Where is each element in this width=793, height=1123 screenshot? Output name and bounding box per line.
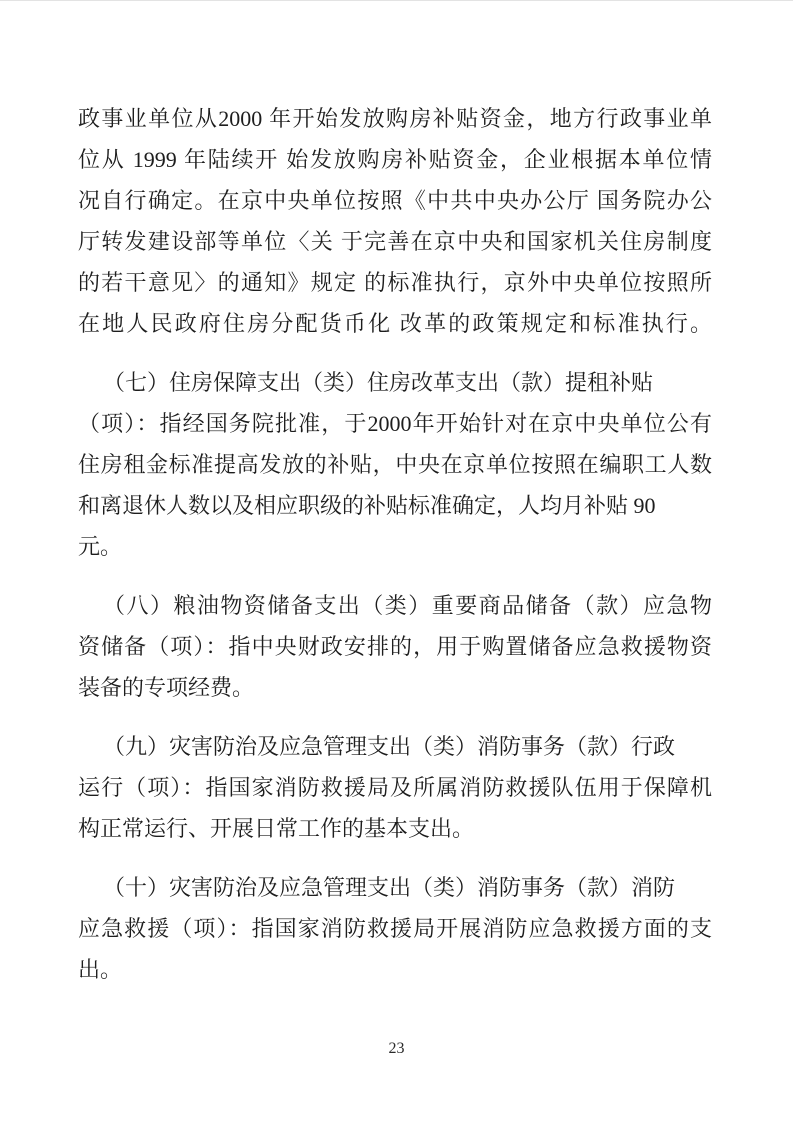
document-content bbox=[78, 98, 712, 990]
text-line: 的若干意见〉的通知》规定 的标准执行，京外中央单位按照所 bbox=[78, 270, 712, 295]
text-line: 政事业单位从2000 年开始发放购房补贴资金，地方行政事业单 bbox=[78, 106, 712, 131]
text-paragraph bbox=[78, 726, 712, 849]
text-paragraph bbox=[78, 362, 712, 567]
text-line: 位从 1999 年陆续开 始发放购房补贴资金，企业根据本单位情 bbox=[78, 147, 712, 172]
text-line: （项）：指经国务院批准，于2000年开始针对在京中央单位公有 bbox=[78, 411, 712, 436]
text-line: 况自行确定。在京中央单位按照《中共中央办公厅 国务院办公 bbox=[78, 188, 712, 213]
text-line: （八）粮油物资储备支出（类）重要商品储备（款）应急物 bbox=[103, 593, 712, 618]
text-paragraph bbox=[78, 867, 712, 990]
text-line: 住房租金标准提高发放的补贴，中央在京单位按照在编职工人数 bbox=[78, 452, 712, 477]
page-number: 23 bbox=[388, 1040, 405, 1057]
text-line: 资储备（项）：指中央财政安排的，用于购置储备应急救援物资 bbox=[78, 634, 712, 659]
text-paragraph bbox=[78, 585, 712, 708]
text-line: 和离退休人数以及相应职级的补贴标准确定，人均月补贴 90 bbox=[78, 493, 656, 518]
text-paragraph bbox=[78, 98, 712, 344]
text-line: （七）住房保障支出（类）住房改革支出（款）提租补贴 bbox=[103, 370, 654, 395]
text-line: 在地人民政府住房分配货币化 改革的政策规定和标准执行。 bbox=[78, 311, 712, 336]
text-line: （十）灾害防治及应急管理支出（类）消防事务（款）消防 bbox=[103, 875, 676, 900]
text-line: （九）灾害防治及应急管理支出（类）消防事务（款）行政 bbox=[103, 734, 676, 759]
text-line: 厅转发建设部等单位〈关 于完善在京中央和国家机关住房制度 bbox=[78, 229, 712, 254]
text-line: 元。 bbox=[78, 534, 123, 559]
text-line: 装备的专项经费。 bbox=[78, 675, 255, 700]
text-line: 构正常运行、开展日常工作的基本支出。 bbox=[78, 816, 475, 841]
text-line: 运行（项）：指国家消防救援局及所属消防救援队伍用于保障机 bbox=[78, 775, 712, 800]
text-line: 出。 bbox=[78, 957, 123, 982]
text-line: 应急救援（项）：指国家消防救援局开展消防应急救援方面的支 bbox=[78, 916, 712, 941]
